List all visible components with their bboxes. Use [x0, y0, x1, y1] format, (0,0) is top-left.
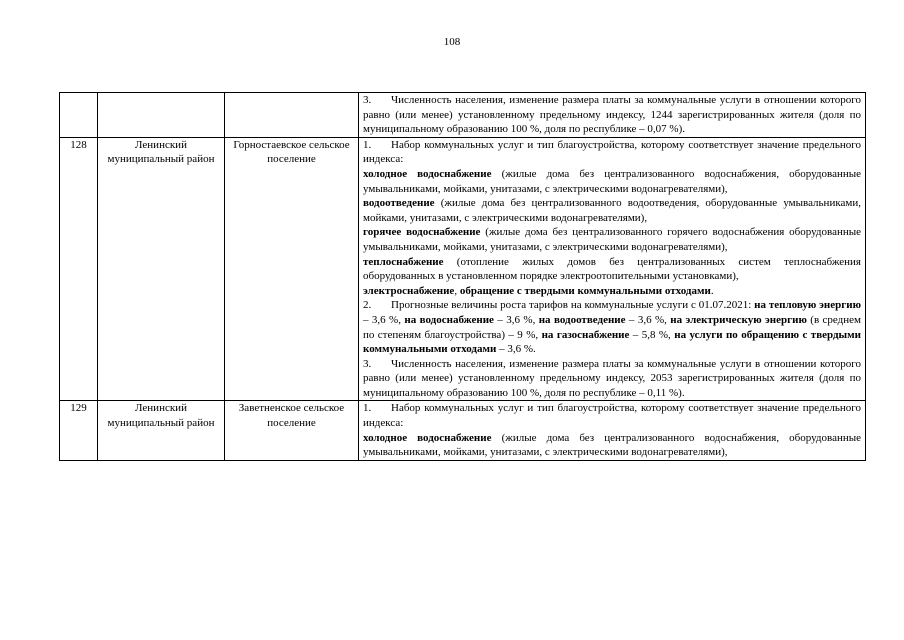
table-row: [60, 137, 866, 401]
settlement-cell: [225, 93, 359, 138]
item-3-paragraph: [363, 357, 861, 401]
service-desc: (жилые дома без централизованного водоснабжения, оборудованные умывальниками, мойками, унитазами, с электрическими водонагревателями),: [363, 167, 861, 195]
content-cell: [359, 93, 866, 138]
tariff-table: [59, 92, 866, 461]
item-1-intro: [363, 138, 861, 167]
row-number: 129: [60, 401, 98, 460]
service-hot-water: [363, 225, 861, 254]
tariff-value: (в среднем по степеням благоустройства) – 9 %,: [363, 313, 861, 341]
tariff-name: на газоснабжение: [541, 328, 630, 341]
service-heating: [363, 255, 861, 284]
service-name: холодное водоснабжение: [363, 431, 492, 444]
item-text: Набор коммунальных услуг и тип благоустройства, которому соответствует значение предельного индекса:: [363, 138, 861, 166]
item-text: Прогнозные величины роста тарифов на коммунальные услуги с 01.07.2021:: [391, 299, 755, 312]
settlement-cell: Горностаевское сельское поселение: [225, 137, 359, 401]
tariff-value: – 3,6 %.: [496, 343, 536, 356]
item-number: 1.: [363, 402, 372, 415]
content-cell: [359, 137, 866, 401]
tariff-value: – 3,6 %,: [625, 313, 671, 326]
table-row: [60, 93, 866, 138]
item-number: 1.: [363, 138, 372, 151]
tariff-name: на электрическую энергию: [670, 313, 807, 326]
content-cell: [359, 401, 866, 460]
service-desc: (отопление жилых домов без централизованных систем теплоснабжения оборудованных в установленном порядке электроотопительными установками),: [363, 255, 861, 283]
service-desc: (жилые дома без централизованного водоотведения, оборудованные умывальниками, мойками, унитазами, с электрическими водонагревателями),: [363, 197, 861, 224]
item-text: Численность населения, изменение размера платы за коммунальные услуги в отношении которого равно (или менее) установленному предельному индексу, 2053 зарегистрированных жителя (доля по муниципальному образованию 100 %, доля по республике – 0,11 %).: [363, 357, 861, 399]
tariff-name: на водоотведение: [538, 313, 626, 326]
tariff-name: на тепловую энергию: [754, 299, 861, 312]
item-number: 2.: [363, 299, 372, 312]
page-number: 108: [443, 36, 461, 48]
tariff-value: – 3,6 %,: [493, 313, 539, 326]
row-number: [60, 93, 98, 138]
item-number: 3.: [363, 357, 372, 370]
service-cold-water: [363, 431, 861, 460]
service-name: горячее водоснабжение: [363, 226, 481, 239]
tariff-name: на услуги по обращению с твердыми коммунальными отходами: [363, 328, 861, 356]
row-number: 128: [60, 137, 98, 401]
item-3-paragraph: [363, 93, 861, 137]
service-cold-water: [363, 167, 861, 196]
service-name: водоотведение: [363, 197, 435, 210]
service-desc: (жилые дома без централизованного водоснабжения, оборудованные умывальниками, мойками, унитазами, с электрическими водонагревателями),: [363, 431, 861, 459]
service-desc: (жилые дома без централизованного горячего водоснабжения оборудованные умывальниками, мойками, унитазами, с электрическими водонагревателями),: [363, 226, 861, 253]
municipality-cell: Ленинский муниципальный район: [98, 401, 225, 460]
tariff-value: – 3,6 %,: [363, 313, 405, 326]
separator: .: [710, 284, 714, 297]
service-drainage: [363, 196, 861, 225]
service-name: обращение с твердыми коммунальными отходами: [459, 284, 711, 297]
tariff-name: на водоснабжение: [404, 313, 494, 326]
separator: ,: [454, 284, 460, 297]
item-1-intro: [363, 401, 861, 430]
service-name: электроснабжение: [363, 284, 455, 297]
service-name: холодное водоснабжение: [363, 167, 492, 180]
item-2-paragraph: [363, 298, 861, 356]
item-text: Численность населения, изменение размера платы за коммунальные услуги в отношении которого равно (или менее) установленному предельному индексу, 1244 зарегистрированных жителя (доля по муниципальному образованию 100 %, доля по республике – 0,07 %).: [363, 94, 861, 136]
service-electricity-waste: [363, 284, 861, 299]
tariff-value: – 5,8 %,: [629, 328, 675, 341]
municipality-cell: [98, 93, 225, 138]
settlement-cell: Заветненское сельское поселение: [225, 401, 359, 460]
table-row: [60, 401, 866, 460]
municipality-cell: Ленинский муниципальный район: [98, 137, 225, 401]
item-number: 3.: [363, 94, 372, 106]
service-name: теплоснабжение: [363, 255, 444, 268]
item-text: Набор коммунальных услуг и тип благоустройства, которому соответствует значение предельного индекса:: [363, 402, 861, 430]
